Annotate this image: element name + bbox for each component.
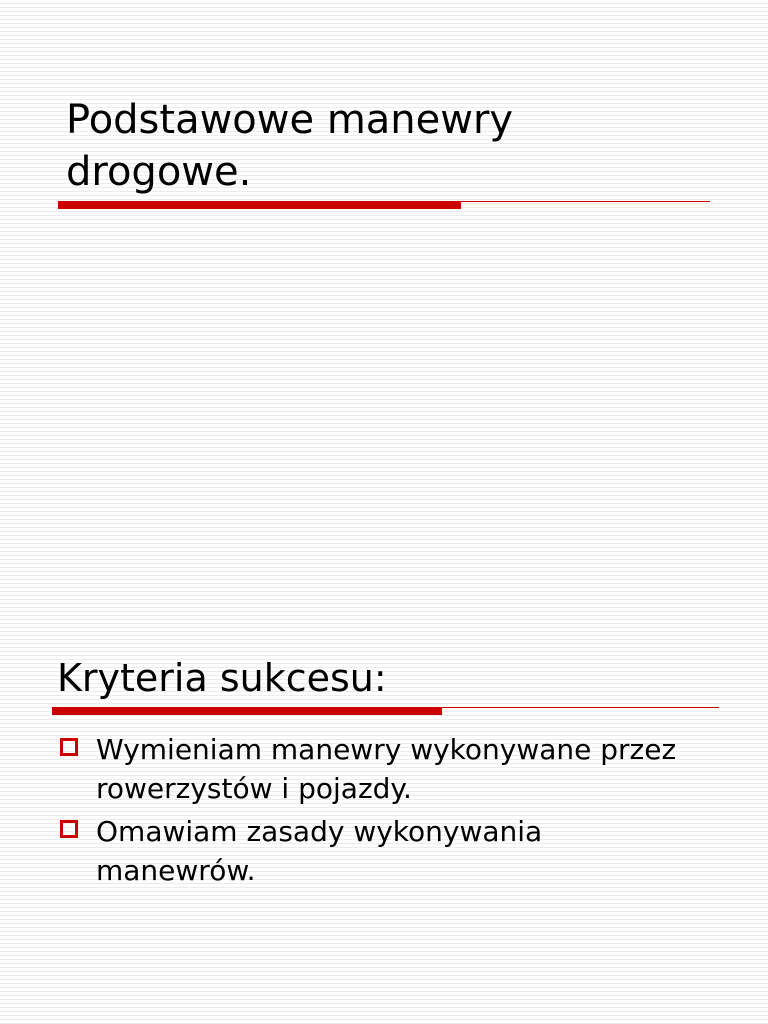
title-underline-thin — [461, 201, 710, 202]
section-underline-thin — [442, 707, 719, 708]
criteria-item — [58, 730, 698, 808]
criteria-item-text: Wymieniam manewry wykonywane przez rowerzystów i pojazdy. — [96, 733, 677, 805]
slide-title: Podstawowe manewry drogowe. — [66, 97, 514, 195]
criteria-item — [58, 812, 698, 890]
section-heading: Kryteria sukcesu: — [57, 656, 387, 700]
title-underline-thick — [58, 201, 461, 209]
hollow-square-bullet-icon — [60, 738, 78, 756]
criteria-item-text: Omawiam zasady wykonywania manewrów. — [96, 815, 543, 887]
section-underline-thick — [52, 707, 442, 715]
hollow-square-bullet-icon — [60, 820, 78, 838]
criteria-list — [58, 730, 698, 894]
